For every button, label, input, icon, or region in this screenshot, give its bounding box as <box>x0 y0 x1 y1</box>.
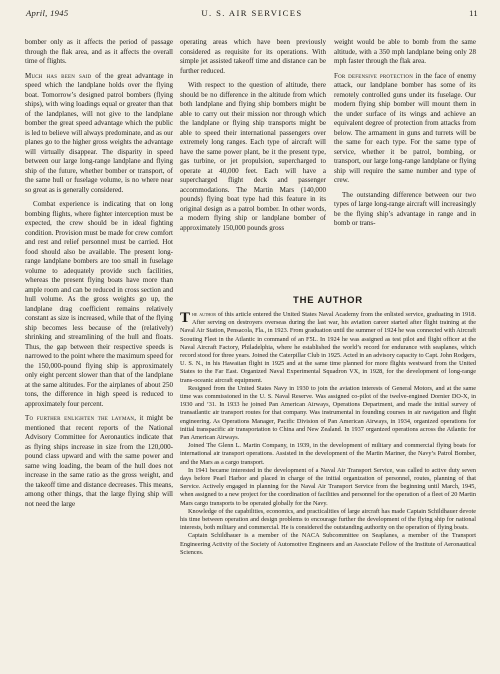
author-biography <box>180 311 476 557</box>
paragraph: With respect to the question of altitude, there should be no difference in the altitude from which both landplane and flying ship bombers might be able to carry out their mission nor through which the landplane or flying ship transports might be able to speed their international passengers over extremely long ranges. Each type of aircraft will have the same power plant, be it the present type, gas turbine, or jet propulsion, supercharged to operate at 40,000 feet. Each will have a supercharged flight deck and passenger accommodations. The Martin Mars (140,000 pounds) flying boat type had this feature in its original design as a patrol bomber. In other words, a modern flying ship or landplane bomber of approximately 150,000 pounds gross <box>180 81 326 232</box>
paragraph-lead: Much has been said <box>25 71 92 80</box>
bio-paragraph: Joined The Glenn L. Martin Company, in 1939, in the development of military and commercial flying boats for international air transport operations. Assisted in the development of the Martin Mariner, the Navy’s Patrol Bomber, and the Mars as a cargo transport. <box>180 442 476 466</box>
bio-paragraph <box>180 311 476 385</box>
paragraph: operating areas which have been previously considered as requisite for its operations. With simple jet assisted takeoff time and distance can be further reduced. <box>180 38 326 75</box>
paragraph <box>334 72 476 186</box>
journal-title: U. S. AIR SERVICES <box>201 8 303 18</box>
paragraph <box>25 414 173 509</box>
paragraph-body: it might be mentioned that recent reports of the National Advisory Committee for Aeronautics indicate that as flying ships increase in size from the 120,000-pound class upward and with the same power and same wing loading, the beam of the hull does not increase in the same ratio as the gross weight, and the takeoff time and distance decreases. This means, among other things, that the large flying ship will not need the large <box>25 414 173 508</box>
paragraph-body: in the face of enemy attack, our landplane bomber has some of its remotely controlled guns under its fuselage. Our modern flying ship bomber will mount them in the under surface of its wings and achieve an equivalent degree of protection from attacks from below. The armament in guns and turrets will be the same for each type. For the same type of service, whether it be patrol, bombing, or transport, our large long-range landplane or flying ship will require the same number and type of crew. <box>334 71 476 184</box>
bio-paragraph: In 1941 became interested in the development of a Naval Air Transport Service, was called to active duty seven days before Pearl Harbor and placed in charge of the initial organization of personnel, routes, planning of that Service. Actively engaged in planning for the Naval Air Transport Service from the beginning until March, 1945, when assigned to a new project for the coordination of facilities and personnel for the operation of a fleet of 20 Martin Mars cargo transports to be operated globally for the Navy. <box>180 466 476 507</box>
issue-date: April, 1945 <box>26 8 69 18</box>
paragraph-lead: To further enlighten the layman, <box>25 414 137 422</box>
bio-paragraph: Resigned from the United States Navy in 1930 to join the aviation interests of General Motors, and at the same time was commissioned in the U. S. Naval Reserve. Was assigned co-pilot of the twelve-engined Dornier DO-X, in 1930 and ’31. In 1933 he joined Pan American Airways, Operations Department, and made the initial survey of transatlantic air transport routes for that company. Was instrumental in founding courses in air navigation and flight engineering. As Operations Manager, Pacific Division of Pan American Airways, in 1934, organized operations for initial transpacific air transportation to China and New Zealand. In 1937 organized operations across the Atlantic for Pan American Airways. <box>180 384 476 442</box>
paragraph: The outstanding difference between our two types of large long-range aircraft will increasingly be the flying ship’s advantage in range and in bomb or trans- <box>334 190 476 227</box>
page-number: 11 <box>469 8 478 18</box>
bio-paragraph: Knowledge of the capabilities, economics, and practicalities of large aircraft has made Captain Schildhauer devote his time between operation and design problems to encourage further the development of the flying ship for national interests, both military and commercial. He is considered the outstanding authority on the operation of flying boats. <box>180 507 476 532</box>
column-3 <box>334 38 476 229</box>
paragraph: bomber only as it affects the period of passage through the flak area, and as it affects the overall time of flights. <box>25 38 173 65</box>
paragraph: weight would be able to bomb from the same altitude, with a 350 mph landplane being only 28 mph faster through the flak area. <box>334 38 476 65</box>
author-section-heading: THE AUTHOR <box>293 295 363 306</box>
column-2 <box>180 38 326 233</box>
column-1 <box>25 38 173 509</box>
bio-paragraph: Captain Schildhauer is a member of the NACA Subcommittee on Seaplanes, a member of the Transport Engineering Activity of the Society of Automotive Engineers and an Associate Fellow of the Institute of Aeronautical Sciences. <box>180 532 476 556</box>
bio-body: of this article entered the United States Naval Academy from the enlisted service, graduating in 1918. After serving on destroyers overseas during the last war, his aviation career started after flight training at the Naval Air Station, Pensacola, Fla., in 1923. From graduation until the summer of 1924 he was connected with Aircraft Scouting Fleet in the Atlantic in command of an F5L. In 1924 he was assigned as test pilot and flight officer at the Naval Aircraft Factory, Philadelphia, where he established the world’s record for endurance with seaplanes, which record stood for three years. Joined the Caterpillar Club in 1925. Acted in an advisory capacity to Capt. John Rodgers, U. S. N., in his Hawaiian flight in 1925 and at the same time planned for more flights westward from the United States to the Far East. Organized Naval Experimental Squadron VX, in 1928, for the development of long-range trans-oceanic aircraft equipment. <box>180 311 476 384</box>
paragraph-lead: For defensive protection <box>334 71 413 80</box>
paragraph <box>25 72 173 196</box>
paragraph: Combat experience is indicating that on long bombing flights, where fighter interception must be expected, the crew should be in ideal fighting condition. Provision must be made for crew comfort and rest and relief personnel must be carried. Hot food should also be available. The present long-range landplane bombers are too small in fuselage volume to adequately provide such facilities, whereas the present flying boats have more than ample room and can be reduced in cross section and hull volume. As the gross weights go up, the landplane drag coefficient remains relatively constant as size is increased, while that of the flying ship becomes less because of the (relatively) shrinking and streamlining of the hull and floats. Thus, the gap between their respective speeds is narrowed to the point where the maximum speed for the 150,000-pound flying ship is approximately only eight percent slower than that of the landplane at the same altitudes. For the airplanes of about 250 tons, the difference in high speed is reduced to approximately four percent. <box>25 200 173 408</box>
running-head <box>26 8 478 22</box>
bio-lead: he author <box>192 311 216 318</box>
paragraph-body: of the great advantage in speed which the landplane holds over the flying boat. Tomorrow’s designed patrol bombers (flying ships), with wing loadings equal or greater than that of the landplanes, will not give to the landplane bomber the great speed advantage which the public is led to believe will always predominate, and as our planes go to the higher gross weights the advantage will virtually disappear. The disparity in speed between our large long-range landplane and flying ship of the future, whether bomber or transport, of the same hull or fuselage volume, is no where near so great as is generally considered. <box>25 71 174 194</box>
drop-cap: T <box>180 310 191 326</box>
